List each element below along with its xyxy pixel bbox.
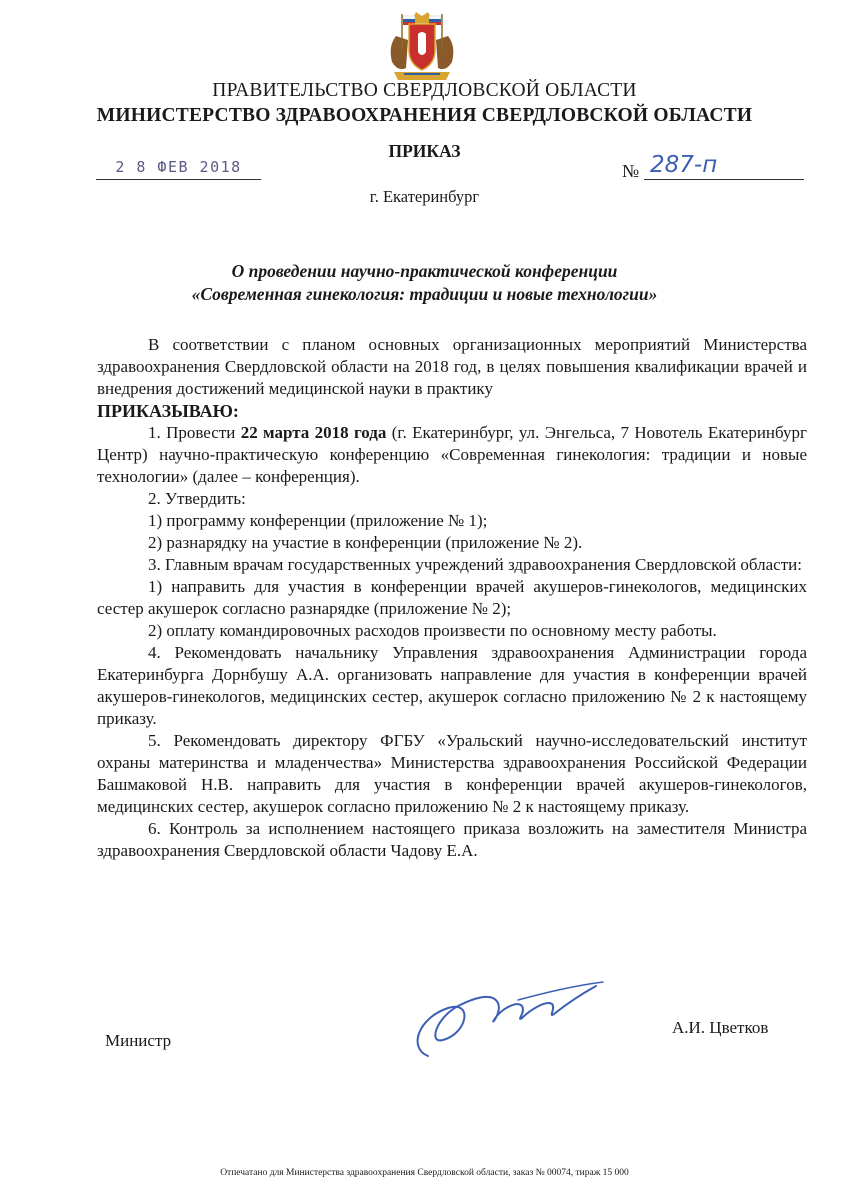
order-number: 287-п — [650, 152, 718, 178]
document-type: ПРИКАЗ — [388, 141, 461, 161]
item-1 — [97, 422, 807, 488]
item-2-2: 2) разнарядку на участие в конференции (приложение № 2). — [148, 533, 583, 552]
decree-heading: ПРИКАЗЫВАЮ: — [97, 401, 239, 421]
item-4: 4. Рекомендовать начальнику Управления здравоохранения Администрации города Екатеринбурга Дорнбушу А.А. организовать направление для участия в конференции врачей акушеров-гинекологов, медицинских сестер, акушерок согласно приложению № 2 к настоящему приказу. — [97, 643, 807, 728]
item-5: 5. Рекомендовать директору ФГБУ «Уральский научно-исследовательский институт охраны материнства и младенчества» Министерства здравоохранения Российской Федерации Башмаковой Н.В. направить для участия в конференции врачей акушеров-гинекологов, медицинских сестер, акушерок согласно приложению № 2 к настоящему приказу. — [97, 731, 807, 816]
item-2-1: 1) программу конференции (приложение № 1); — [148, 511, 488, 530]
intro-paragraph: В соответствии с планом основных организационных мероприятий Министерства здравоохранения Свердловской области на 2018 год, в целях повышения квалификации врачей и внедрения достижений медицинской науки в практику — [97, 335, 807, 398]
coat-of-arms-icon — [376, 6, 468, 84]
signature-position: Министр — [105, 1031, 172, 1050]
item-6: 6. Контроль за исполнением настоящего приказа возложить на заместителя Министра здравоохранения Свердловской области Чадову Е.А. — [97, 819, 807, 860]
signature-name: А.И. Цветков — [672, 1018, 769, 1037]
order-number-field — [622, 152, 804, 182]
number-underline — [644, 179, 804, 180]
item-3-1: 1) направить для участия в конференции врачей акушеров-гинекологов, медицинских сестер акушерок согласно разнарядке (приложение № 2); — [97, 577, 807, 618]
ministry-title: МИНИСТЕРСТВО ЗДРАВООХРАНЕНИЯ СВЕРДЛОВСКОЙ ОБЛАСТИ — [96, 105, 753, 126]
item-1-prefix: 1. Провести — [148, 423, 241, 442]
item-1-date: 22 марта 2018 года — [240, 423, 387, 442]
document-subject — [0, 260, 849, 306]
subject-line-1: О проведении научно-практической конференции — [231, 261, 618, 281]
subject-line-2: «Современная гинекология: традиции и новые технологии» — [191, 284, 658, 304]
print-footer: Отпечатано для Министерства здравоохранения Свердловской области, заказ № 00074, тираж 15 000 — [220, 1168, 629, 1178]
item-3-2: 2) оплату командировочных расходов произвести по основному месту работы. — [148, 621, 717, 640]
signature-icon — [398, 978, 618, 1068]
number-sign: № — [622, 161, 640, 181]
government-title: ПРАВИТЕЛЬСТВО СВЕРДЛОВСКОЙ ОБЛАСТИ — [212, 80, 637, 101]
date-stamp: 2 8 ФЕВ 2018 — [115, 158, 242, 176]
item-3: 3. Главным врачам государственных учреждений здравоохранения Свердловской области: — [148, 555, 802, 574]
date-underline — [96, 179, 261, 180]
city: г. Екатеринбург — [369, 187, 480, 206]
document-body — [97, 334, 807, 862]
item-2: 2. Утвердить: — [148, 489, 246, 508]
item-1-rest: (г. Екатеринбург, ул. Энгельса, 7 Новотель Екатеринбург Центр) научно-практическую конференцию «Современная гинекология: традиции и новые технологии» (далее – конференция). — [97, 423, 807, 486]
